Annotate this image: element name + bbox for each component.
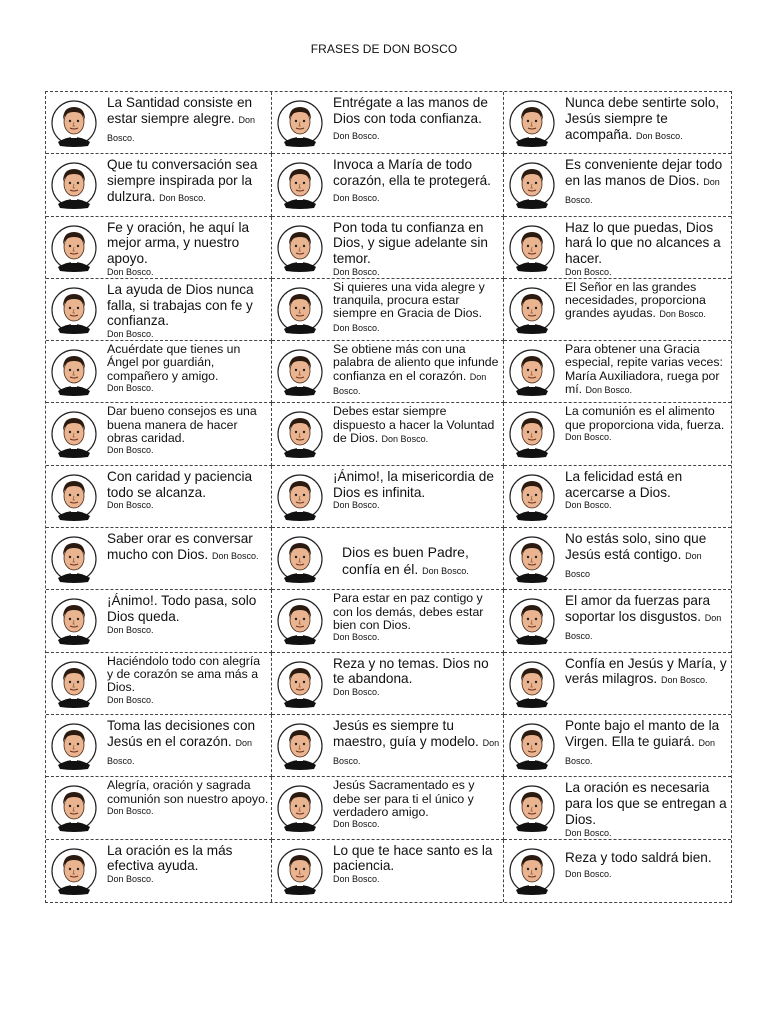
quote-text <box>565 343 729 397</box>
quote-text <box>333 656 501 699</box>
quote: ¡Ánimo!. Todo pasa, solo Dios queda. <box>107 593 257 625</box>
don-bosco-portrait-icon <box>277 98 323 148</box>
signature: Don Bosco. <box>107 694 154 705</box>
don-bosco-portrait-icon <box>509 721 555 771</box>
don-bosco-portrait-icon <box>509 783 555 833</box>
quote-text <box>333 469 501 512</box>
don-bosco-portrait-icon <box>51 223 97 273</box>
signature: Don Bosco. <box>107 874 154 885</box>
quote: Haz lo que puedas, Dios hará lo que no alcances a hacer. <box>565 219 721 267</box>
quote: Es conveniente dejar todo en las manos de Dios. <box>565 157 723 189</box>
don-bosco-portrait-icon <box>509 659 555 709</box>
quote-card <box>272 279 504 341</box>
quote-card <box>272 528 504 590</box>
don-bosco-portrait-icon <box>509 347 555 397</box>
quote: La oración es necesaria para los que se entregan a Dios. <box>565 780 727 827</box>
quote-text <box>107 593 269 636</box>
quote-text <box>107 95 269 146</box>
don-bosco-portrait-icon <box>277 285 323 335</box>
signature: Don Bosco. <box>333 687 380 698</box>
signature: Don Bosco. <box>333 266 380 277</box>
quote-text <box>107 469 269 512</box>
signature: Don Bosco. <box>333 371 487 397</box>
signature: Don Bosco. <box>333 874 380 885</box>
signature: Don Bosco. <box>636 130 683 141</box>
quote-text <box>107 282 269 340</box>
quote-card <box>272 403 504 465</box>
don-bosco-portrait-icon <box>51 534 97 584</box>
signature: Don Bosco. <box>333 192 380 203</box>
quote-text <box>333 281 501 335</box>
signature: Don Bosco. <box>333 737 500 766</box>
quote-card <box>46 528 272 590</box>
quote-text <box>565 718 729 769</box>
quote: Fe y oración, he aquí la mejor arma, y nuestro apoyo. <box>107 219 250 267</box>
quote-text <box>342 544 501 580</box>
quote-card <box>46 715 272 777</box>
quote: Debes estar siempre dispuesto a hacer la Voluntad de Dios. <box>333 404 495 446</box>
signature: Don Bosco. <box>107 266 154 277</box>
signature: Don Bosco. <box>565 266 612 277</box>
quote: Reza y todo saldrá bien. <box>565 849 712 865</box>
signature: Don Bosco. <box>212 550 259 561</box>
quote-card <box>272 466 504 528</box>
quote-card <box>272 341 504 403</box>
don-bosco-portrait-icon <box>509 846 555 896</box>
signature: Don Bosco. <box>565 432 612 443</box>
quote: Acuérdate que tienes un Ángel por guardián, compañero y amigo. <box>107 342 241 383</box>
quote-card <box>504 528 731 590</box>
quote-text <box>333 843 501 886</box>
quote: Alegría, oración y sagrada comunión son nuestro apoyo. <box>107 778 269 806</box>
quote-text <box>565 850 729 884</box>
quote-text <box>107 220 269 278</box>
quote-text <box>565 220 729 278</box>
quote-card <box>46 279 272 341</box>
quote-card <box>272 777 504 839</box>
signature: Don Bosco. <box>422 566 469 577</box>
don-bosco-portrait-icon <box>509 596 555 646</box>
quote-text <box>107 157 269 206</box>
quote-card <box>46 653 272 715</box>
quote-text <box>107 405 269 456</box>
quote-card <box>272 92 504 154</box>
signature: Don Bosco <box>565 550 702 579</box>
quote-text <box>565 656 729 690</box>
don-bosco-portrait-icon <box>277 409 323 459</box>
quote: Pon toda tu confianza en Dios, y sigue adelante sin temor. <box>333 219 488 267</box>
quote-card <box>504 653 731 715</box>
signature: Don Bosco. <box>107 624 154 635</box>
quote-text <box>107 718 269 769</box>
quote: Para obtener una Gracia especial, repite varias veces: María Auxiliadora, ruega por mí. <box>565 342 723 397</box>
quote-text <box>565 593 729 644</box>
signature: Don Bosco. <box>565 869 612 880</box>
quote: El amor da fuerzas para soportar los disgustos. <box>565 593 711 625</box>
quote-card <box>46 217 272 279</box>
signature: Don Bosco. <box>565 613 722 641</box>
quote-text <box>333 220 501 278</box>
quote-text <box>333 157 501 206</box>
quote-card <box>46 92 272 154</box>
quote-text <box>565 469 729 512</box>
quote-card <box>272 217 504 279</box>
quote-card <box>46 466 272 528</box>
signature: Don Bosco. <box>565 827 612 838</box>
quote: Lo que te hace santo es la paciencia. <box>333 842 493 874</box>
don-bosco-portrait-icon <box>51 721 97 771</box>
don-bosco-portrait-icon <box>277 472 323 522</box>
quote-grid <box>45 91 732 903</box>
don-bosco-portrait-icon <box>277 846 323 896</box>
quote-card <box>504 466 731 528</box>
quote-text <box>565 780 729 838</box>
quote-text <box>107 531 269 565</box>
don-bosco-portrait-icon <box>51 596 97 646</box>
quote: Dar bueno consejos es una buena manera de hacer obras caridad. <box>107 404 257 446</box>
quote: Haciéndolo todo con alegría y de corazón se ama más a Dios. <box>107 653 261 695</box>
quote: Dios es buen Padre, confía en él. <box>342 544 469 578</box>
signature: Don Bosco. <box>107 500 154 511</box>
signature: Don Bosco. <box>107 383 154 394</box>
don-bosco-portrait-icon <box>509 223 555 273</box>
signature: Don Bosco. <box>585 385 633 396</box>
signature: Don Bosco. <box>107 805 154 816</box>
quote: Entrégate a las manos de Dios con toda confianza. <box>333 95 488 126</box>
quote-card <box>272 840 504 902</box>
quote: La ayuda de Dios nunca falla, si trabajas con fe y confianza. <box>107 281 254 329</box>
don-bosco-portrait-icon <box>51 160 97 210</box>
quote-card <box>504 777 731 839</box>
signature: Don Bosco. <box>107 114 255 143</box>
quote-text <box>333 592 501 643</box>
quote-card <box>504 715 731 777</box>
quote: Invoca a María de todo corazón, ella te protegerá. <box>333 157 491 189</box>
quote-text <box>565 281 729 322</box>
quote: Confía en Jesús y María, y verás milagros. <box>565 655 727 687</box>
don-bosco-portrait-icon <box>51 659 97 709</box>
don-bosco-portrait-icon <box>277 783 323 833</box>
don-bosco-portrait-icon <box>51 846 97 896</box>
signature: Don Bosco. <box>333 819 380 830</box>
don-bosco-portrait-icon <box>277 347 323 397</box>
don-bosco-portrait-icon <box>509 160 555 210</box>
don-bosco-portrait-icon <box>277 160 323 210</box>
quote-card <box>504 403 731 465</box>
don-bosco-portrait-icon <box>509 285 555 335</box>
quote-text <box>107 843 269 886</box>
quote-card <box>504 590 731 652</box>
quote-text <box>333 718 501 769</box>
quote-text <box>565 405 729 443</box>
quote-text <box>333 405 501 446</box>
don-bosco-portrait-icon <box>51 98 97 148</box>
don-bosco-portrait-icon <box>509 409 555 459</box>
quote-text <box>333 343 501 398</box>
don-bosco-portrait-icon <box>277 596 323 646</box>
quote: Si quieres una vida alegre y tranquila, procura estar siempre en Gracia de Dios. <box>333 279 485 321</box>
don-bosco-portrait-icon <box>509 98 555 148</box>
quote-text <box>333 779 501 830</box>
quote-card <box>46 777 272 839</box>
quote: ¡Ánimo!, la misericordia de Dios es infinita. <box>333 468 494 500</box>
don-bosco-portrait-icon <box>51 472 97 522</box>
quote: La Santidad consiste en estar siempre alegre. <box>107 95 253 126</box>
quote-card <box>504 840 731 902</box>
quote-text <box>107 779 269 817</box>
quote: Nunca debe sentirte solo, Jesús siempre te acompaña. <box>565 95 720 142</box>
don-bosco-portrait-icon <box>51 285 97 335</box>
quote-card <box>272 590 504 652</box>
quote: Con caridad y paciencia todo se alcanza. <box>107 468 253 500</box>
quote-text <box>107 655 269 706</box>
quote-card <box>46 403 272 465</box>
quote-text <box>333 95 501 144</box>
don-bosco-portrait-icon <box>51 409 97 459</box>
don-bosco-portrait-icon <box>277 223 323 273</box>
don-bosco-portrait-icon <box>51 347 97 397</box>
quote: Para estar en paz contigo y con los demás, debes estar bien con Dios. <box>333 591 484 632</box>
quote-card <box>272 653 504 715</box>
signature: Don Bosco. <box>565 737 716 766</box>
page-title: FRASES DE DON BOSCO <box>310 42 458 56</box>
quote: La oración es la más efectiva ayuda. <box>107 842 233 874</box>
quote-text <box>565 157 729 208</box>
quote-card <box>272 154 504 216</box>
signature: Don Bosco. <box>565 500 612 511</box>
signature: Don Bosco. <box>333 632 380 643</box>
quote: Reza y no temas. Dios no te abandona. <box>333 655 489 687</box>
quote-card <box>504 92 731 154</box>
don-bosco-portrait-icon <box>277 534 323 584</box>
quote-card <box>504 341 731 403</box>
quote: Saber orar es conversar mucho con Dios. <box>107 531 253 562</box>
signature: Don Bosco. <box>107 445 154 456</box>
quote-card <box>504 279 731 341</box>
don-bosco-portrait-icon <box>51 783 97 833</box>
quote: Se obtiene más con una palabra de aliento que infunde confianza en el corazón. <box>333 342 499 383</box>
quote: Jesús Sacramentado es y debe ser para ti el único y verdadero amigo. <box>333 778 475 819</box>
signature: Don Bosco. <box>107 329 154 340</box>
quote-card <box>46 341 272 403</box>
quote-text <box>565 531 729 582</box>
quote: Ponte bajo el manto de la Virgen. Ella te guiará. <box>565 717 720 749</box>
quote: Jesús es siempre tu maestro, guía y modelo. <box>333 717 479 749</box>
signature: Don Bosco. <box>381 434 429 445</box>
signature: Don Bosco. <box>565 177 720 205</box>
signature: Don Bosco. <box>333 500 380 511</box>
quote: El Señor en las grandes necesidades, proporciona grandes ayudas. <box>565 279 706 321</box>
don-bosco-portrait-icon <box>509 534 555 584</box>
quote: Toma las decisiones con Jesús en el corazón. <box>107 717 256 749</box>
signature: Don Bosco. <box>333 130 380 141</box>
quote: La comunión es el alimento que proporciona vida, fuerza. <box>565 404 725 432</box>
don-bosco-portrait-icon <box>509 472 555 522</box>
quote: La felicidad está en acercarse a Dios. <box>565 468 683 500</box>
don-bosco-portrait-icon <box>277 659 323 709</box>
quote-card <box>504 154 731 216</box>
signature: Don Bosco. <box>107 737 252 766</box>
don-bosco-portrait-icon <box>277 721 323 771</box>
quote: Que tu conversación sea siempre inspirada por la dulzura. <box>107 157 258 204</box>
signature: Don Bosco. <box>660 675 708 686</box>
quote-card <box>504 217 731 279</box>
quote-text <box>107 343 269 394</box>
quote-card <box>46 154 272 216</box>
quote-card <box>46 840 272 902</box>
signature: Don Bosco. <box>333 322 380 333</box>
signature: Don Bosco. <box>159 192 206 203</box>
signature: Don Bosco. <box>659 309 706 320</box>
quote-text <box>565 95 729 144</box>
quote: No estás solo, sino que Jesús está contigo. <box>565 531 707 562</box>
quote-card <box>46 590 272 652</box>
quote-card <box>272 715 504 777</box>
